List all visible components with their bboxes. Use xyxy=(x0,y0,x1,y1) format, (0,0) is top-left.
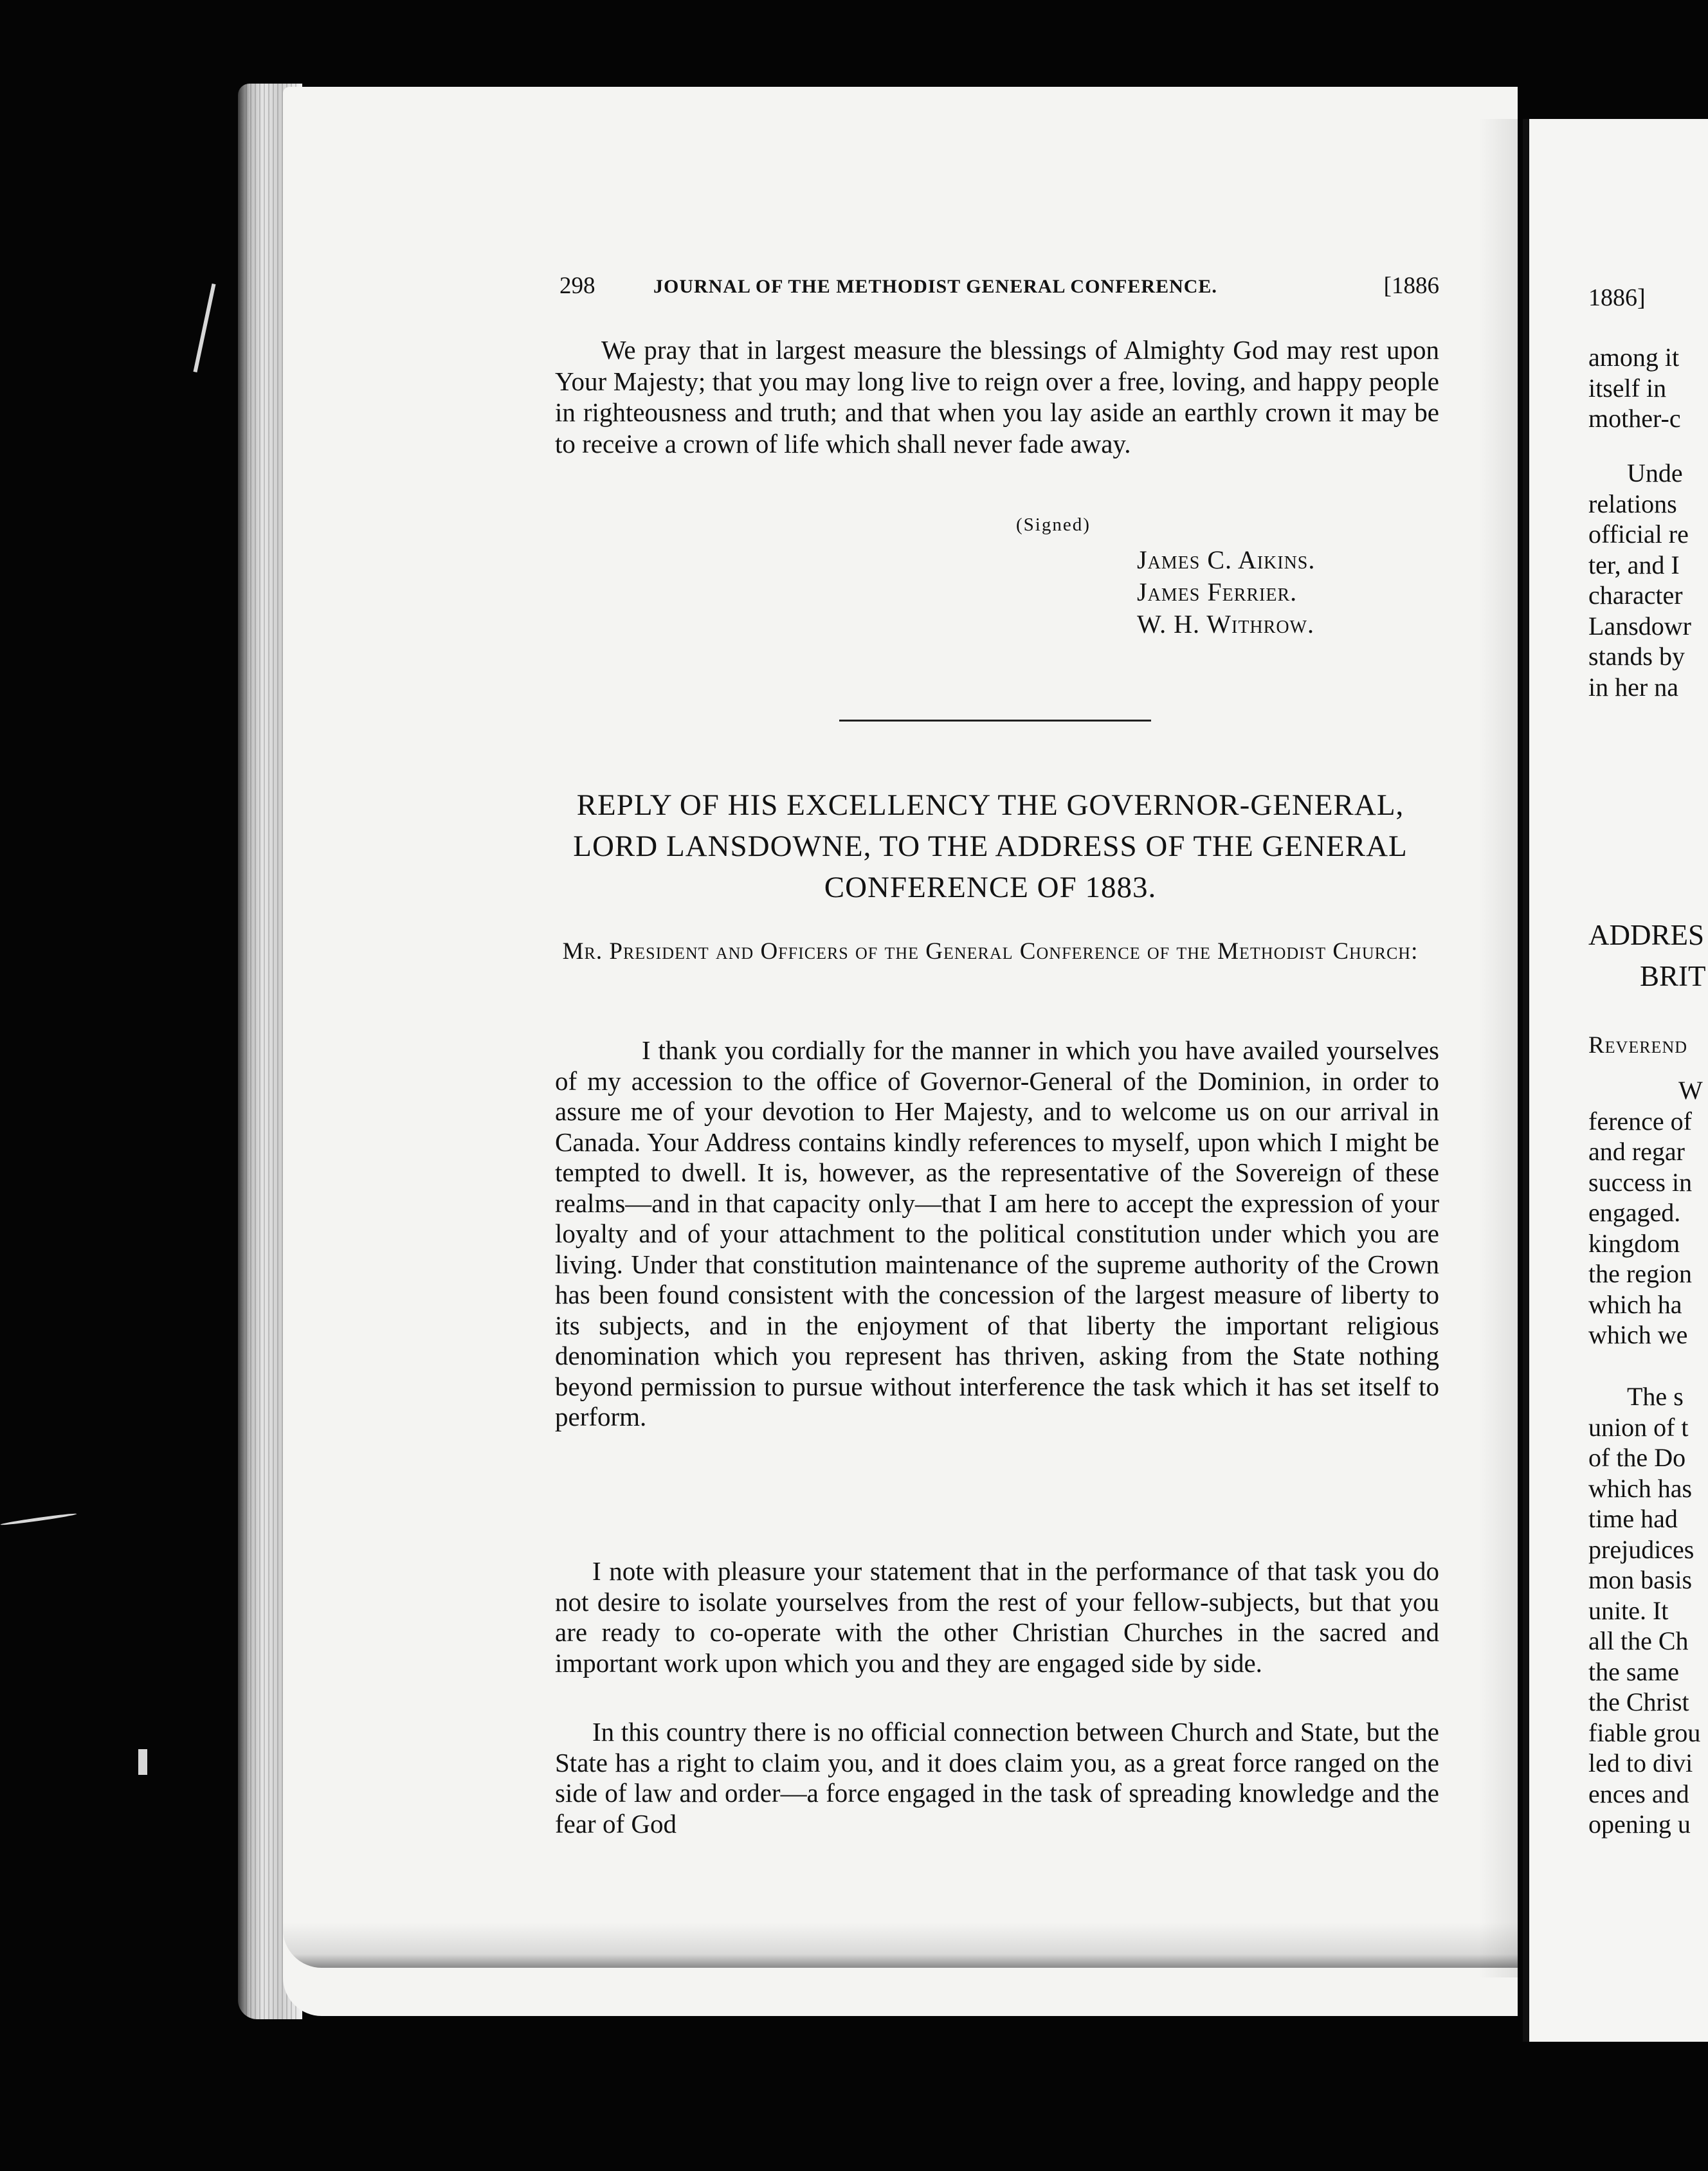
header-year: [1886 xyxy=(1383,273,1439,299)
right-line: time had xyxy=(1588,1504,1678,1533)
closing-paragraph: We pray that in largest measure the blessings of Almighty God may rest upon Your Majesty; that you may long live to reign over a free, loving, and happy people in righteousness and truth; and that when you lay aside an earthly crown it may be to receive a crown of life which shall never fade away. xyxy=(555,335,1439,459)
right-line: kingdom xyxy=(1588,1228,1680,1258)
right-line: stands by xyxy=(1588,642,1685,671)
signatory: James C. Aikins. xyxy=(1137,545,1316,574)
right-line: and regar xyxy=(1588,1137,1685,1166)
right-line: official re xyxy=(1588,520,1689,549)
right-line: which we xyxy=(1588,1320,1688,1349)
page-bottom-curl xyxy=(283,1923,1518,1968)
right-line: which ha xyxy=(1588,1289,1682,1319)
right-line: opening u xyxy=(1588,1810,1691,1839)
section-title: REPLY OF HIS EXCELLENCY THE GOVERNOR-GENERAL, LORD LANSDOWNE, TO THE ADDRESS OF THE GENERAL CONFERENCE OF 1883. xyxy=(573,788,1408,904)
right-line: the region xyxy=(1588,1259,1693,1288)
signatories xyxy=(1137,544,1315,640)
right-fragment xyxy=(1588,458,1708,702)
right-line: Unde xyxy=(1627,459,1683,487)
signed-label: (Signed) xyxy=(1016,514,1091,535)
right-line: success in xyxy=(1588,1167,1693,1197)
page-header xyxy=(559,272,1447,311)
right-line: mother-c xyxy=(1588,404,1681,433)
right-line: relations xyxy=(1588,489,1677,518)
right-line: BRIT xyxy=(1640,960,1706,992)
right-line: ference of xyxy=(1588,1106,1692,1136)
right-line: Lansdowr xyxy=(1588,611,1691,640)
right-line: character xyxy=(1588,581,1683,610)
right-line: the same xyxy=(1588,1657,1680,1686)
running-head: JOURNAL OF THE METHODIST GENERAL CONFERENCE. xyxy=(653,276,1217,297)
signatory: James Ferrier. xyxy=(1137,577,1298,606)
right-line: ences and xyxy=(1588,1779,1689,1808)
right-fragment xyxy=(1588,342,1708,434)
film-speck xyxy=(138,1749,147,1775)
right-line: in her na xyxy=(1588,672,1678,702)
body-paragraph: I thank you cordially for the manner in which you have availed yourselves of my accession to the office of Governor-General of the Dominion, in order to assure me of your devotion to Her Majesty, and to welcome us on our arrival in Canada. Your Address contains kindly references to myself, upon which I might be tempted to dwell. It is, however, as the representative of the Sovereign of these realms—and in that capacity only—that I am here to accept the expression of your loyalty and of your attachment to the political constitution under which you are living. Under that constitution maintenance of the supreme authority of the Crown has been found consistent with the concession of the largest measure of liberty to its subjects, and in the enjoyment of that liberty the important religious denomination which you represent has thriven, asking from the State nothing beyond permission to pursue without interference the task which it has set itself to perform. xyxy=(555,1035,1439,1431)
film-scratch xyxy=(194,284,216,372)
right-line: mon basis xyxy=(1588,1565,1693,1594)
section-divider xyxy=(839,720,1151,722)
right-line: ter, and I xyxy=(1588,550,1680,579)
gutter-shadow xyxy=(1479,119,1518,1977)
salutation: Mr. President and Officers of the General Conference of the Methodist Church: xyxy=(562,938,1419,965)
page-number: 298 xyxy=(559,273,595,299)
right-line: itself in xyxy=(1588,373,1667,403)
right-fragment xyxy=(1588,1075,1708,1350)
right-line: ADDRES xyxy=(1588,919,1705,951)
right-line: union of t xyxy=(1588,1412,1689,1442)
right-line: W xyxy=(1678,1076,1703,1105)
right-title-fragment xyxy=(1588,914,1708,997)
right-line: prejudices xyxy=(1588,1534,1694,1564)
right-line: among it xyxy=(1588,343,1680,372)
right-line: which has xyxy=(1588,1473,1693,1503)
right-line: led to divi xyxy=(1588,1749,1693,1777)
right-line: of the Do xyxy=(1588,1443,1686,1472)
right-page-header: 1886] xyxy=(1588,284,1646,311)
right-line: all the Ch xyxy=(1588,1626,1689,1655)
right-line: unite. It xyxy=(1588,1595,1669,1625)
right-line: engaged. xyxy=(1588,1198,1681,1227)
body-paragraph: I note with pleasure your statement that in the performance of that task you do not desire to isolate yourselves from the rest of your fellow-subjects, but that you are ready to co-operate with the other Christian Churches in the sacred and important work upon which you and they are engaged side by side. xyxy=(555,1556,1439,1678)
right-salutation-fragment: Reverend xyxy=(1588,1032,1687,1058)
signatory: W. H. Withrow. xyxy=(1137,610,1314,639)
body-paragraph: In this country there is no official connection between Church and State, but the State has a right to claim you, and it does claim you, as a great force ranged on the side of law and order—a force engaged in the task of spreading knowledge and the fear of God xyxy=(555,1717,1439,1839)
right-line: the Christ xyxy=(1588,1687,1689,1716)
right-fragment xyxy=(1588,1381,1708,1840)
right-line: The s xyxy=(1627,1382,1684,1411)
right-line: fiable grou xyxy=(1588,1718,1701,1747)
film-scratch xyxy=(0,1512,77,1527)
